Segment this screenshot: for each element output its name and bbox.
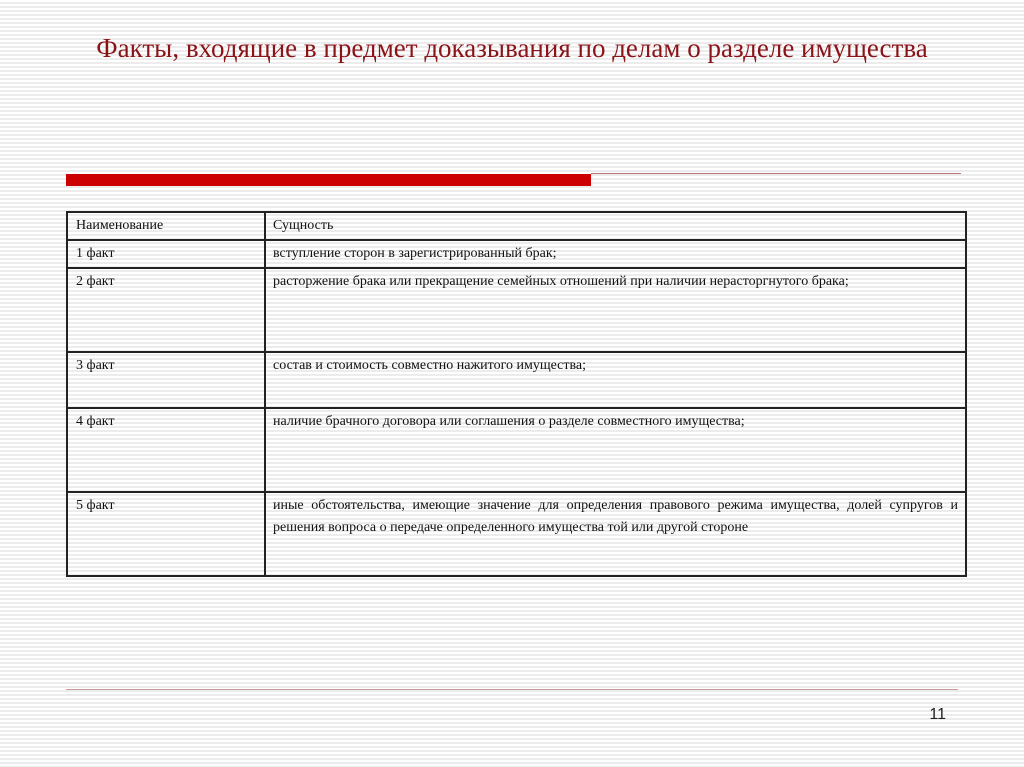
table-row: [67, 268, 966, 352]
slide-title: Факты, входящие в предмет доказывания по делам о разделе имущества: [96, 33, 928, 63]
table-row: [67, 492, 966, 576]
fact-essence-cell: наличие брачного договора или соглашения о разделе совместного имущества;: [265, 408, 966, 492]
header-cell-name: Наименование: [67, 212, 265, 240]
fact-name-cell: 3 факт: [67, 352, 265, 408]
fact-name-cell: 5 факт: [67, 492, 265, 576]
footer-divider-line: [66, 689, 958, 690]
fact-name-cell: 1 факт: [67, 240, 265, 268]
table-row: [67, 240, 966, 268]
fact-name-cell: 4 факт: [67, 408, 265, 492]
page-number: 11: [929, 706, 946, 723]
title-accent-bar: [66, 174, 591, 186]
table-row: [67, 352, 966, 408]
table-header-row: [67, 212, 966, 240]
fact-essence-cell: иные обстоятельства, имеющие значение для определения правового режима имущества, долей супругов и решения вопроса о передаче определенного имущества той или другой стороне: [265, 492, 966, 576]
fact-essence-cell: состав и стоимость совместно нажитого имущества;: [265, 352, 966, 408]
facts-table: [66, 211, 967, 577]
fact-essence-cell: вступление сторон в зарегистрированный брак;: [265, 240, 966, 268]
table-row: [67, 408, 966, 492]
header-cell-essence: Сущность: [265, 212, 966, 240]
title-divider-line: [591, 173, 961, 174]
fact-name-cell: 2 факт: [67, 268, 265, 352]
fact-essence-cell: расторжение брака или прекращение семейных отношений при наличии нерасторгнутого брака;: [265, 268, 966, 352]
